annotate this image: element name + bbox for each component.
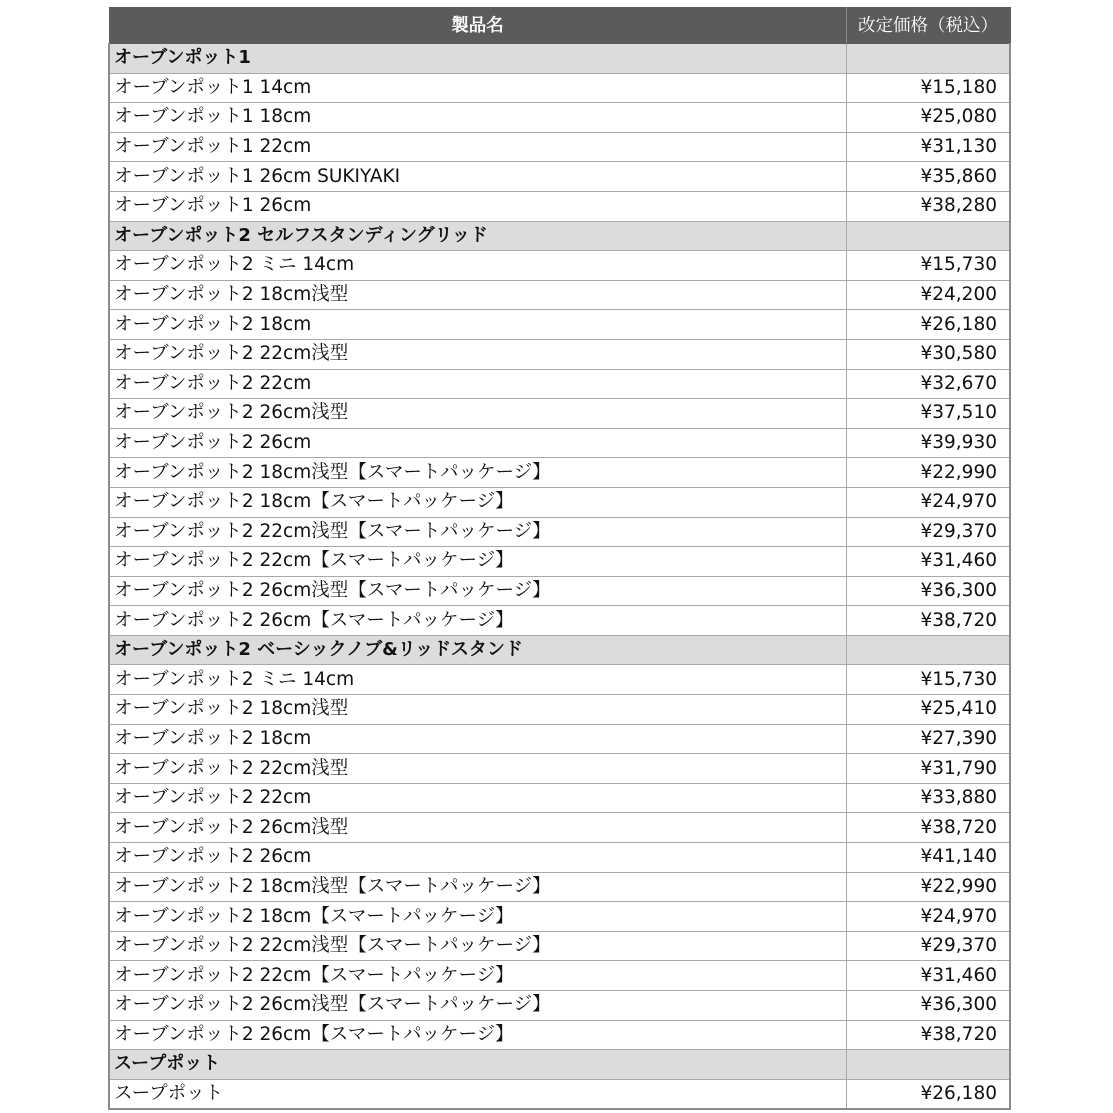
table-row (109, 665, 1010, 695)
table-row (109, 813, 1010, 843)
price-cell: ¥31,460 (846, 547, 1010, 577)
table-row (109, 931, 1010, 961)
price-cell: ¥38,280 (846, 191, 1010, 221)
table-row (109, 428, 1010, 458)
price-cell: ¥25,410 (846, 695, 1010, 725)
product-name-cell: オーブンポット1 14cm (109, 73, 846, 103)
product-name-cell: オーブンポット2 18cm浅型 (109, 695, 846, 725)
table-row (109, 251, 1010, 281)
table-row (109, 103, 1010, 133)
price-cell: ¥26,180 (846, 1079, 1010, 1109)
table-row (109, 576, 1010, 606)
table-body (109, 44, 1010, 1110)
section-title: オーブンポット1 (109, 44, 846, 74)
product-name-cell: オーブンポット2 18cm【スマートパッケージ】 (109, 902, 846, 932)
product-name-cell: オーブンポット2 22cm【スマートパッケージ】 (109, 961, 846, 991)
table-row (109, 191, 1010, 221)
table-row (109, 843, 1010, 873)
table-row (109, 783, 1010, 813)
table-header (109, 8, 1010, 44)
product-name-cell: オーブンポット2 26cm【スマートパッケージ】 (109, 606, 846, 636)
price-cell: ¥25,080 (846, 103, 1010, 133)
section-row (109, 1050, 1010, 1080)
price-cell: ¥31,130 (846, 132, 1010, 162)
price-cell: ¥27,390 (846, 724, 1010, 754)
table-row (109, 487, 1010, 517)
price-cell: ¥22,990 (846, 458, 1010, 488)
section-title: オーブンポット2 セルフスタンディングリッド (109, 221, 846, 251)
price-cell: ¥29,370 (846, 517, 1010, 547)
table-row (109, 1020, 1010, 1050)
product-name-cell: オーブンポット1 18cm (109, 103, 846, 133)
table-row (109, 961, 1010, 991)
product-name-cell: オーブンポット2 22cm (109, 783, 846, 813)
section-price-empty (846, 635, 1010, 665)
table-row (109, 1079, 1010, 1109)
product-name-cell: オーブンポット2 22cm (109, 369, 846, 399)
price-cell: ¥24,970 (846, 902, 1010, 932)
revised-price-header: 改定価格（税込） (846, 8, 1010, 44)
price-cell: ¥38,720 (846, 1020, 1010, 1050)
product-name-cell: オーブンポット2 18cm浅型 (109, 280, 846, 310)
price-cell: ¥24,970 (846, 487, 1010, 517)
price-cell: ¥33,880 (846, 783, 1010, 813)
product-name-cell: オーブンポット2 18cm浅型【スマートパッケージ】 (109, 458, 846, 488)
product-name-cell: オーブンポット1 22cm (109, 132, 846, 162)
price-cell: ¥24,200 (846, 280, 1010, 310)
price-cell: ¥29,370 (846, 931, 1010, 961)
table-row (109, 991, 1010, 1021)
table-row (109, 73, 1010, 103)
product-name-cell: スープポット (109, 1079, 846, 1109)
price-cell: ¥41,140 (846, 843, 1010, 873)
price-cell: ¥37,510 (846, 399, 1010, 429)
product-name-cell: オーブンポット2 22cm浅型 (109, 754, 846, 784)
price-cell: ¥32,670 (846, 369, 1010, 399)
price-cell: ¥15,730 (846, 251, 1010, 281)
product-name-cell: オーブンポット2 22cm【スマートパッケージ】 (109, 547, 846, 577)
section-row (109, 635, 1010, 665)
price-cell: ¥15,180 (846, 73, 1010, 103)
table-row (109, 369, 1010, 399)
price-cell: ¥30,580 (846, 339, 1010, 369)
product-name-cell: オーブンポット2 22cm浅型【スマートパッケージ】 (109, 517, 846, 547)
table-row (109, 339, 1010, 369)
table-row (109, 162, 1010, 192)
table-row (109, 724, 1010, 754)
product-name-cell: オーブンポット2 26cm (109, 843, 846, 873)
product-name-cell: オーブンポット2 18cm浅型【スマートパッケージ】 (109, 872, 846, 902)
price-cell: ¥31,790 (846, 754, 1010, 784)
price-cell: ¥31,460 (846, 961, 1010, 991)
table-row (109, 902, 1010, 932)
section-price-empty (846, 44, 1010, 74)
table-row (109, 132, 1010, 162)
price-cell: ¥36,300 (846, 576, 1010, 606)
section-title: オーブンポット2 ベーシックノブ&リッドスタンド (109, 635, 846, 665)
product-name-cell: オーブンポット2 22cm浅型 (109, 339, 846, 369)
product-name-cell: オーブンポット1 26cm (109, 191, 846, 221)
price-cell: ¥36,300 (846, 991, 1010, 1021)
table-row (109, 872, 1010, 902)
product-name-cell: オーブンポット2 26cm浅型 (109, 813, 846, 843)
table-row (109, 606, 1010, 636)
table-row (109, 547, 1010, 577)
section-row (109, 221, 1010, 251)
price-cell: ¥38,720 (846, 813, 1010, 843)
price-cell: ¥22,990 (846, 872, 1010, 902)
product-name-cell: オーブンポット2 26cm浅型 (109, 399, 846, 429)
price-cell: ¥26,180 (846, 310, 1010, 340)
section-title: スープポット (109, 1050, 846, 1080)
product-name-cell: オーブンポット2 22cm浅型【スマートパッケージ】 (109, 931, 846, 961)
price-cell: ¥35,860 (846, 162, 1010, 192)
product-name-cell: オーブンポット2 26cm【スマートパッケージ】 (109, 1020, 846, 1050)
product-name-cell: オーブンポット2 ミニ 14cm (109, 665, 846, 695)
header-row (109, 8, 1010, 44)
price-cell: ¥38,720 (846, 606, 1010, 636)
table-row (109, 458, 1010, 488)
table-row (109, 517, 1010, 547)
product-name-cell: オーブンポット2 18cm (109, 310, 846, 340)
product-name-cell: オーブンポット1 26cm SUKIYAKI (109, 162, 846, 192)
price-cell: ¥15,730 (846, 665, 1010, 695)
product-name-header: 製品名 (109, 8, 846, 44)
table-row (109, 754, 1010, 784)
table-row (109, 310, 1010, 340)
section-row (109, 44, 1010, 74)
product-name-cell: オーブンポット2 26cm (109, 428, 846, 458)
price-table (108, 7, 1011, 1110)
product-name-cell: オーブンポット2 18cm (109, 724, 846, 754)
product-name-cell: オーブンポット2 26cm浅型【スマートパッケージ】 (109, 576, 846, 606)
product-name-cell: オーブンポット2 18cm【スマートパッケージ】 (109, 487, 846, 517)
section-price-empty (846, 221, 1010, 251)
table-row (109, 399, 1010, 429)
section-price-empty (846, 1050, 1010, 1080)
price-cell: ¥39,930 (846, 428, 1010, 458)
table-row (109, 695, 1010, 725)
product-name-cell: オーブンポット2 ミニ 14cm (109, 251, 846, 281)
table-row (109, 280, 1010, 310)
product-name-cell: オーブンポット2 26cm浅型【スマートパッケージ】 (109, 991, 846, 1021)
